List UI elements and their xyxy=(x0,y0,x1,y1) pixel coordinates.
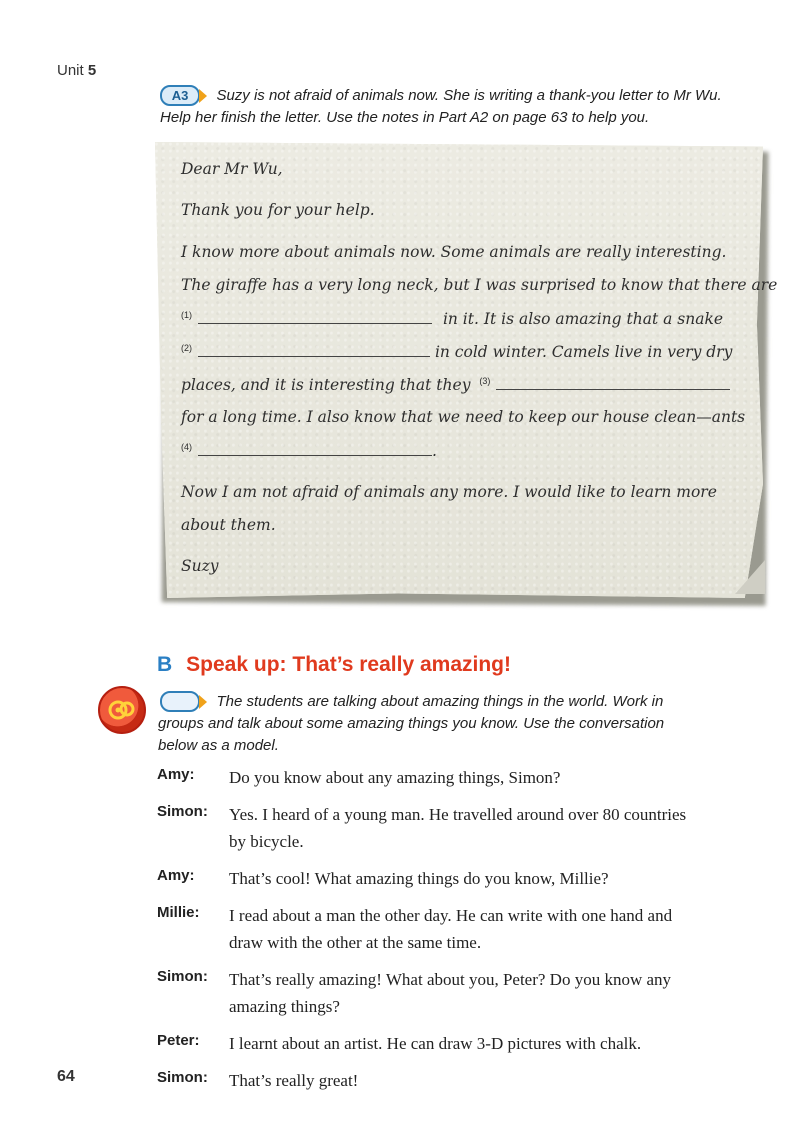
letter-line-6: for a long time. I also know that we need to keep our house clean—ants xyxy=(181,408,746,426)
speaker: Amy: xyxy=(157,766,195,783)
unit-word: Unit xyxy=(57,62,84,79)
speaker: Peter: xyxy=(157,1032,200,1049)
speaking-icon xyxy=(98,686,146,734)
speaker: Simon: xyxy=(157,803,208,820)
dialogue-line: That’s really great! xyxy=(229,1071,359,1090)
letter-line-3 xyxy=(181,309,723,328)
dialogue-row xyxy=(157,902,777,956)
letter-signature: Suzy xyxy=(181,557,219,575)
letter-line-2: The giraffe has a very long neck, but I was surprised to know that there are xyxy=(181,276,778,294)
dialogue xyxy=(157,764,777,1104)
speaker: Simon: xyxy=(157,1069,208,1086)
letter-line-7 xyxy=(181,441,437,460)
section-b-letter: B xyxy=(157,653,173,676)
b-instruction-line3: below as a model. xyxy=(158,737,279,754)
letter-line-5 xyxy=(181,375,730,394)
letter-line-3-text: in it. It is also amazing that a snake xyxy=(442,310,724,328)
dialogue-row xyxy=(157,1067,777,1094)
paper-fold-corner xyxy=(735,560,765,594)
blank-2[interactable] xyxy=(198,342,430,357)
speaker: Millie: xyxy=(157,904,200,921)
b-instruction-line2: groups and talk about some amazing things you know. Use the conversation xyxy=(158,715,665,732)
letter-line-5-text: places, and it is interesting that they xyxy=(181,376,471,394)
blank-4-number: (4) xyxy=(181,441,192,452)
speaker: Amy: xyxy=(157,867,195,884)
dialogue-line: Yes. I heard of a young man. He travelled around over 80 countries by bicycle. xyxy=(229,805,687,851)
blank-2-number: (2) xyxy=(181,342,192,353)
dialogue-line: That’s really amazing! What about you, Peter? Do you know any amazing things? xyxy=(229,970,672,1016)
page-number: 64 xyxy=(57,1068,75,1085)
dialogue-row xyxy=(157,801,777,855)
dialogue-row xyxy=(157,764,777,791)
speaker: Simon: xyxy=(157,968,208,985)
a3-instruction-line1: Suzy is not afraid of animals now. She is writing a thank-you letter to Mr Wu. xyxy=(216,87,722,104)
section-b-heading xyxy=(157,653,511,677)
a3-instruction xyxy=(160,84,722,107)
b-instruction xyxy=(160,690,663,713)
section-b-title: Speak up: That’s really amazing! xyxy=(186,653,511,676)
letter-line-7-text: . xyxy=(432,442,437,460)
unit-label xyxy=(57,62,96,79)
blank-1-number: (1) xyxy=(181,309,192,320)
letter-thanks: Thank you for your help. xyxy=(181,201,375,219)
letter-line-4-text: in cold winter. Camels live in very dry xyxy=(434,343,733,361)
b-badge xyxy=(160,691,200,712)
unit-number: 5 xyxy=(87,62,97,79)
dialogue-row xyxy=(157,865,777,892)
dialogue-line: I read about a man the other day. He can write with one hand and draw with the other at the same time. xyxy=(229,906,673,952)
blank-3-number: (3) xyxy=(479,375,491,386)
dialogue-line: Do you know about any amazing things, Simon? xyxy=(229,768,561,787)
dialogue-line: That’s cool! What amazing things do you know, Millie? xyxy=(229,869,609,888)
dialogue-row xyxy=(157,1030,777,1057)
dialogue-row xyxy=(157,966,777,1020)
blank-3[interactable] xyxy=(496,375,730,390)
blank-4[interactable] xyxy=(198,441,432,456)
letter-line-9: about them. xyxy=(181,516,276,534)
letter-line-4 xyxy=(181,342,732,361)
a3-instruction-line2: Help her finish the letter. Use the notes in Part A2 on page 63 to help you. xyxy=(160,109,650,126)
letter-line-1: I know more about animals now. Some animals are really interesting. xyxy=(181,243,727,261)
letter-line-8: Now I am not afraid of animals any more. I would like to learn more xyxy=(181,483,717,501)
b-instruction-line1: The students are talking about amazing things in the world. Work in xyxy=(216,693,664,710)
a3-badge: A3 xyxy=(160,85,200,106)
blank-1[interactable] xyxy=(198,309,432,324)
letter-greeting: Dear Mr Wu, xyxy=(181,160,283,178)
dialogue-line: I learnt about an artist. He can draw 3-D pictures with chalk. xyxy=(229,1034,642,1053)
